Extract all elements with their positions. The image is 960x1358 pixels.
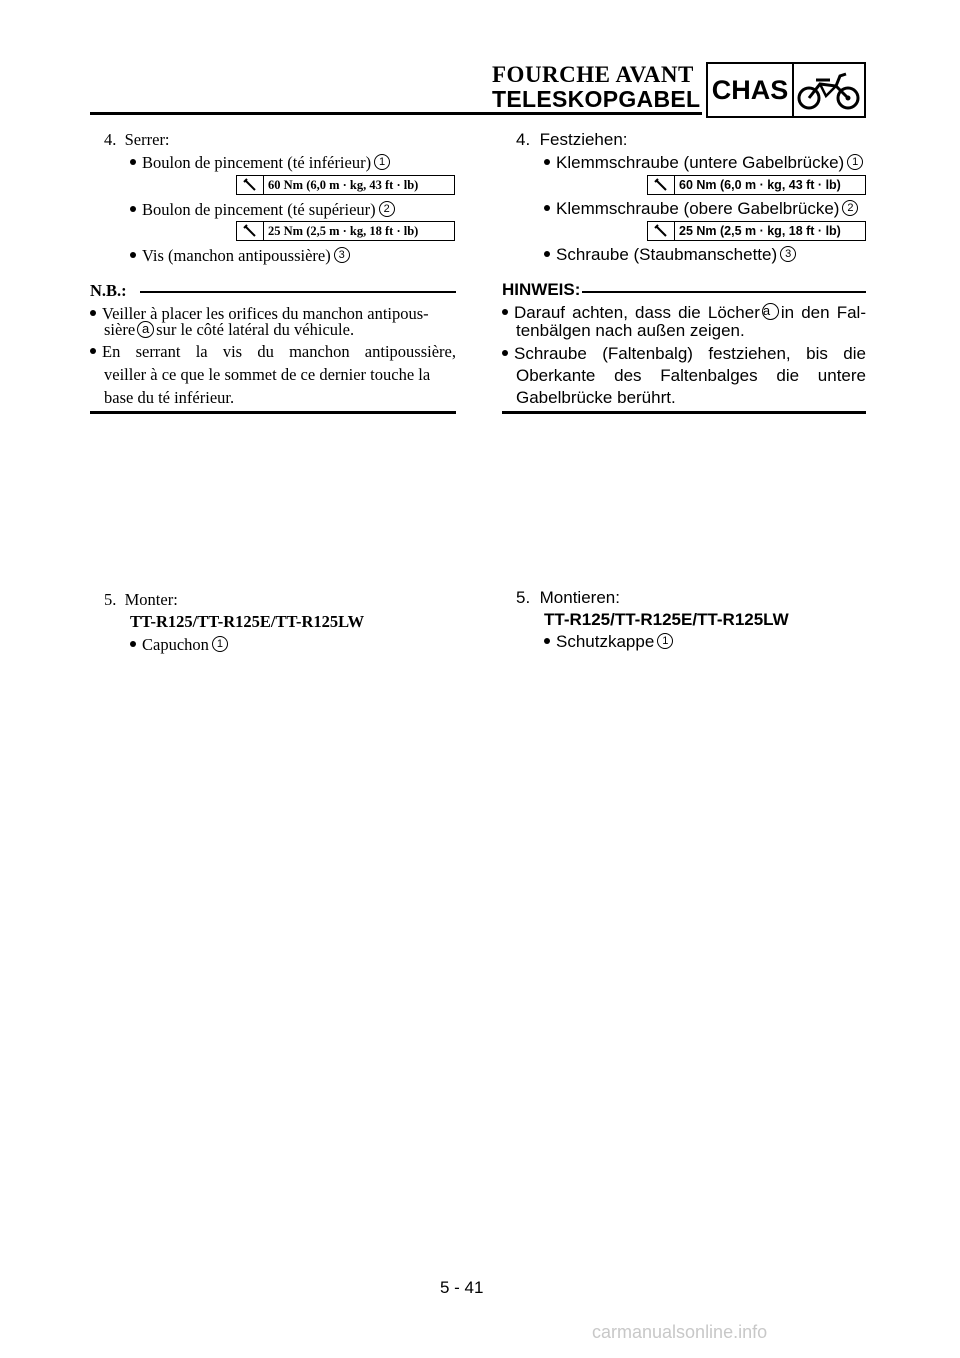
bullet-icon — [502, 309, 508, 315]
de-note-rule — [582, 291, 866, 293]
ref-marker-1: 1 — [374, 154, 390, 170]
ref-marker-2: 2 — [842, 200, 858, 216]
de-step5-models: TT-R125/TT-R125E/TT-R125LW — [544, 610, 789, 629]
de-torque-1-value: 60 Nm (6,0 m · kg, 43 ft · lb) — [679, 178, 841, 192]
de-torque-2-value: 25 Nm (2,5 m · kg, 18 ft · lb) — [679, 224, 841, 238]
de-item-2-text: Klemmschraube (obere Gabelbrücke) — [556, 199, 840, 218]
header-rule — [90, 112, 702, 115]
ref-marker-a: a — [762, 303, 779, 320]
fr-step5-item — [130, 635, 228, 655]
de-note-2-line2: Oberkante des Faltenbalges die untere — [516, 366, 866, 385]
page-number: 5 - 41 — [440, 1278, 484, 1297]
page-title-fr: FOURCHE AVANT — [492, 62, 694, 87]
fr-note-2-text: En serrant la vis du manchon antipoussière, — [102, 342, 456, 361]
fr-note-heading: N.B.: — [90, 281, 127, 300]
torque-wrench-icon — [237, 222, 264, 240]
bullet-icon — [502, 350, 508, 356]
ref-marker-1: 1 — [212, 636, 228, 652]
fr-step5-models: TT-R125/TT-R125E/TT-R125LW — [130, 612, 365, 631]
de-item-3-text: Schraube (Staubmanschette) — [556, 245, 778, 264]
fr-item-1-text: Boulon de pincement (té inférieur) — [142, 153, 372, 172]
de-note-2-line1 — [502, 344, 866, 364]
fr-item-2 — [130, 200, 395, 220]
fr-item-3 — [130, 246, 350, 266]
ref-marker-a: a — [137, 321, 154, 338]
bullet-icon — [130, 206, 136, 212]
de-note-2-line3: Gabelbrücke berührt. — [516, 388, 676, 407]
fr-torque-2-value: 25 Nm (2,5 m · kg, 18 ft · lb) — [268, 223, 419, 238]
fr-note-2-line2: veiller à ce que le sommet de ce dernier touche la — [104, 365, 431, 384]
motorcycle-icon — [794, 64, 864, 116]
page-title-de: TELESKOPGABEL — [492, 86, 701, 112]
fr-item-3-text: Vis (manchon antipoussière) — [142, 246, 331, 265]
section-label: CHAS — [708, 64, 794, 116]
ref-marker-1: 1 — [657, 633, 673, 649]
bullet-icon — [90, 310, 96, 316]
bullet-icon — [544, 638, 550, 644]
fr-note-2-line3: base du té inférieur. — [104, 388, 235, 407]
bullet-icon — [90, 348, 96, 354]
fr-note-1-text: Veiller à placer les orifices du manchon antipous- — [102, 304, 429, 323]
de-step5-number: 5. — [516, 588, 531, 607]
section-badge — [706, 62, 866, 118]
de-item-3 — [544, 245, 796, 265]
de-step5 — [516, 588, 620, 608]
fr-note-1-text-c: sur le côté latéral du véhicule. — [156, 320, 355, 339]
fr-torque-1 — [236, 175, 455, 195]
fr-step4 — [104, 130, 170, 150]
fr-step5-number: 5. — [104, 590, 117, 609]
ref-marker-2: 2 — [379, 201, 395, 217]
de-item-2 — [544, 199, 858, 219]
de-note-heading: HINWEIS: — [502, 280, 581, 299]
de-note-1-text-b: in den Fal- — [780, 303, 866, 322]
de-step5-label: Montieren: — [539, 588, 620, 607]
fr-step4-number: 4. — [104, 130, 117, 149]
fr-note-2-line1 — [90, 342, 456, 362]
ref-marker-3: 3 — [334, 247, 350, 263]
de-item-1 — [544, 153, 863, 173]
fr-step5-label: Monter: — [124, 590, 178, 609]
fr-item-1 — [130, 153, 390, 173]
fr-note-rule — [140, 291, 456, 293]
fr-step5 — [104, 590, 178, 610]
de-torque-2 — [647, 221, 866, 241]
fr-step4-label: Serrer: — [124, 130, 170, 149]
bullet-icon — [544, 205, 550, 211]
de-note-1-text: Darauf achten, dass die Löcher — [514, 303, 760, 322]
fr-note-end-rule — [90, 411, 456, 414]
de-step5-item — [544, 632, 673, 652]
de-step4-number: 4. — [516, 130, 531, 149]
bullet-icon — [130, 159, 136, 165]
de-step4 — [516, 130, 628, 150]
de-note-1-line2: tenbälgen nach außen zeigen. — [516, 321, 745, 340]
bullet-icon — [544, 251, 550, 257]
de-torque-1 — [647, 175, 866, 195]
fr-torque-1-value: 60 Nm (6,0 m · kg, 43 ft · lb) — [268, 177, 419, 192]
ref-marker-3: 3 — [780, 246, 796, 262]
fr-note-1-text-b: sière — [104, 320, 136, 339]
fr-note-1-line2 — [104, 320, 354, 340]
bullet-icon — [130, 252, 136, 258]
de-step5-item-text: Schutzkappe — [556, 632, 655, 651]
fr-item-2-text: Boulon de pincement (té supérieur) — [142, 200, 376, 219]
torque-wrench-icon — [648, 222, 675, 240]
bullet-icon — [544, 159, 550, 165]
torque-wrench-icon — [237, 176, 264, 194]
fr-step5-item-text: Capuchon — [142, 635, 209, 654]
de-note-2-text: Schraube (Faltenbalg) festziehen, bis die — [514, 344, 866, 363]
de-item-1-text: Klemmschraube (untere Gabelbrücke) — [556, 153, 845, 172]
de-note-1-line1 — [502, 303, 866, 323]
ref-marker-1: 1 — [847, 154, 863, 170]
bullet-icon — [130, 641, 136, 647]
watermark: carmanualsonline.info — [592, 1322, 768, 1342]
torque-wrench-icon — [648, 176, 675, 194]
de-step4-label: Festziehen: — [539, 130, 628, 149]
de-note-end-rule — [502, 411, 866, 414]
fr-torque-2 — [236, 221, 455, 241]
